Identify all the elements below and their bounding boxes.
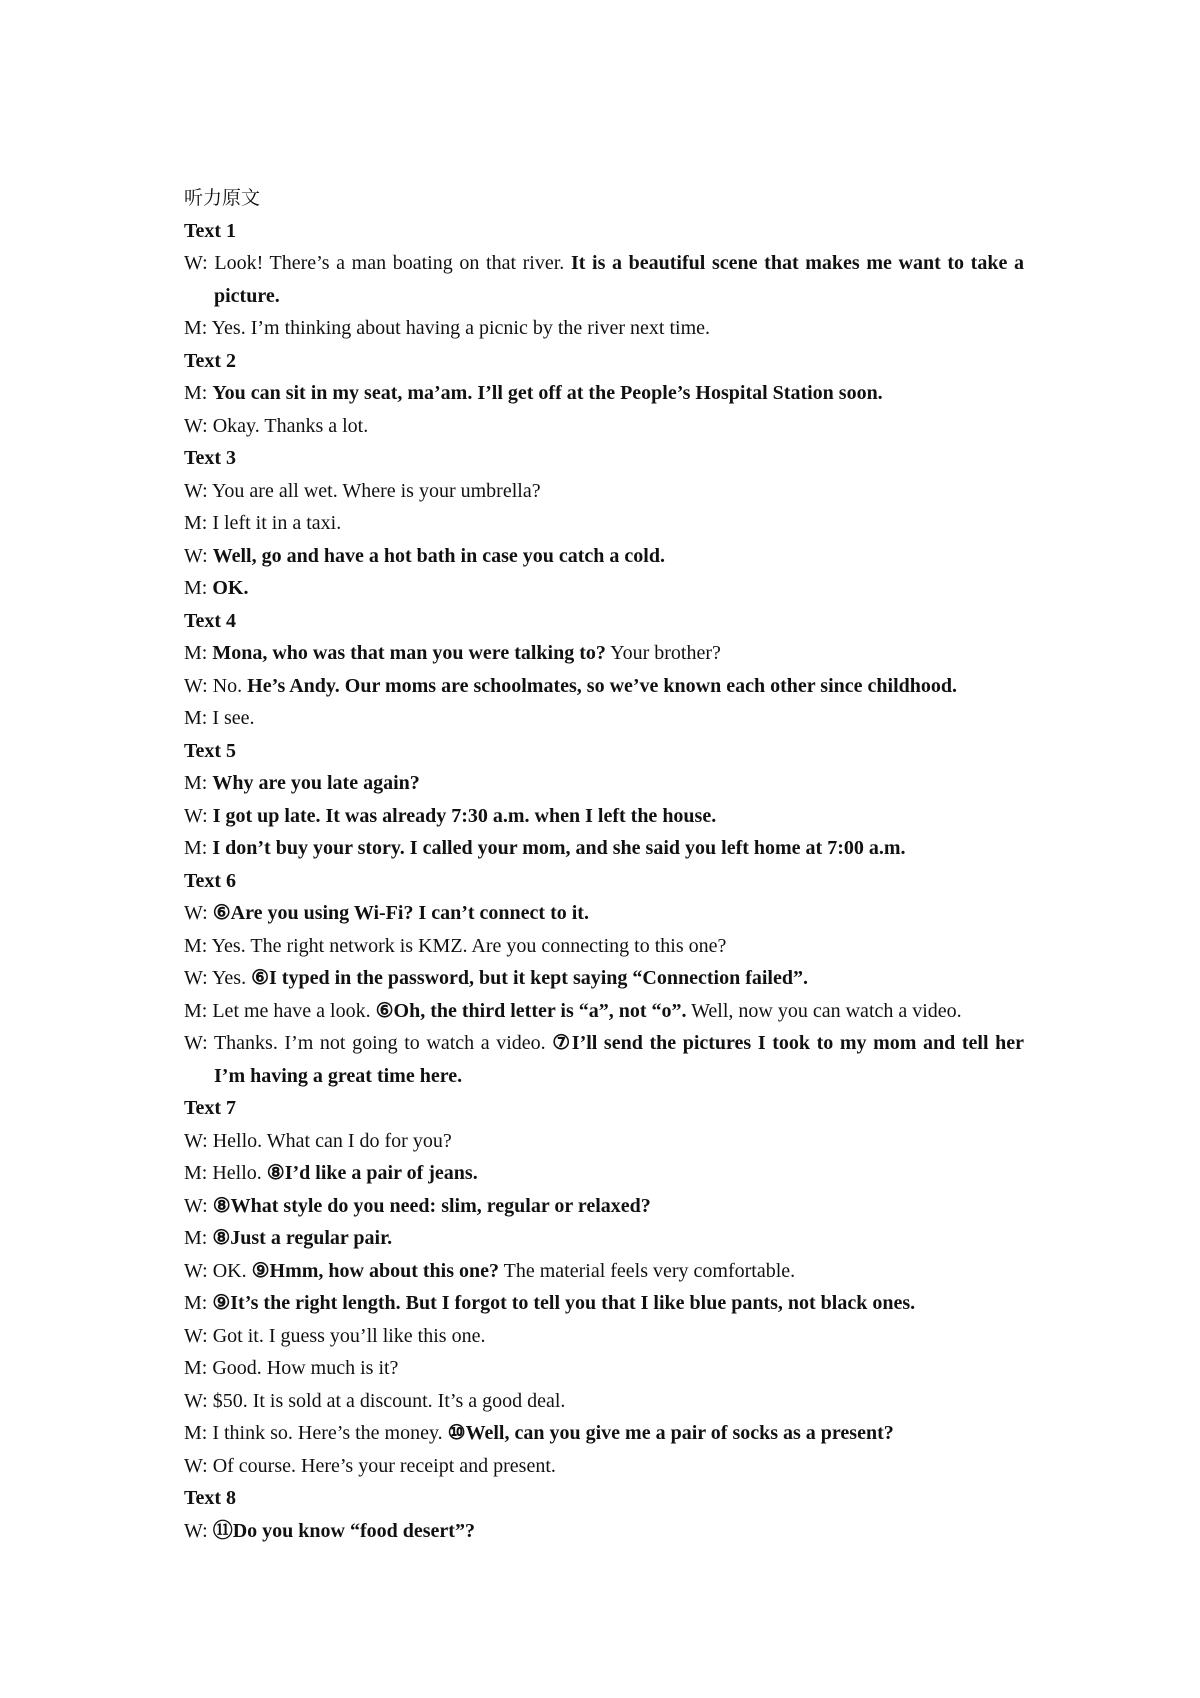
key-sentence: ⑪Do you know “food desert”? — [212, 1519, 475, 1542]
speaker-label: W: — [184, 1194, 208, 1217]
key-sentence: ⑧Just a regular pair. — [212, 1227, 393, 1249]
speaker-label: M: — [184, 707, 208, 729]
speaker-label: W: — [184, 252, 208, 274]
key-sentence: ⑧I’d like a pair of jeans. — [266, 1162, 478, 1184]
key-sentence: I got up late. It was already 7:30 a.m. when I left the house. — [212, 804, 717, 827]
dialogue-line — [184, 507, 1024, 540]
dialogue-line — [184, 1515, 1024, 1548]
dialogue-text: Yes. — [211, 967, 252, 989]
transcript-section — [184, 442, 1024, 605]
dialogue-text: Let me have a look. — [212, 999, 376, 1022]
dialogue-line — [184, 1157, 1024, 1190]
dialogue-text: I see. — [212, 707, 255, 729]
dialogue-line — [184, 930, 1024, 963]
dialogue-line — [184, 702, 1024, 735]
dialogue-line — [184, 1385, 1024, 1418]
dialogue-text: Your brother? — [605, 642, 721, 664]
dialogue-text: I think so. Here’s the money. — [212, 1422, 448, 1444]
speaker-label: W: — [184, 902, 208, 924]
key-sentence: Mona, who was that man you were talking to? — [212, 642, 606, 664]
section-heading: Text 6 — [184, 869, 237, 892]
dialogue-line — [184, 312, 1024, 345]
dialogue-line — [184, 247, 1024, 312]
speaker-label: M: — [184, 1292, 208, 1314]
dialogue-text: Of course. Here’s your receipt and present. — [212, 1454, 556, 1477]
speaker-label: W: — [184, 967, 208, 989]
dialogue-text: No. — [212, 674, 248, 697]
key-sentence: Why are you late again? — [212, 772, 420, 794]
dialogue-text: Well, now you can watch a video. — [686, 999, 962, 1022]
dialogue-line — [184, 800, 1024, 833]
dialogue-line — [184, 1190, 1024, 1223]
transcript-section — [184, 605, 1024, 735]
speaker-label: W: — [184, 1519, 208, 1542]
transcript-section — [184, 865, 1024, 1093]
key-sentence: ⑨It’s the right length. But I forgot to tell you that I like blue pants, not black ones. — [212, 1292, 916, 1314]
speaker-label: M: — [184, 934, 208, 957]
dialogue-text: You are all wet. Where is your umbrella? — [211, 479, 541, 502]
speaker-label: W: — [184, 1259, 208, 1282]
dialogue-text: Got it. I guess you’ll like this one. — [212, 1324, 486, 1347]
speaker-label: W: — [184, 544, 208, 567]
speaker-label: M: — [184, 317, 208, 339]
transcript-section — [184, 1482, 1024, 1547]
dialogue-line — [184, 1450, 1024, 1483]
speaker-label: W: — [184, 1129, 208, 1152]
section-heading: Text 7 — [184, 1097, 237, 1119]
dialogue-line — [184, 962, 1024, 995]
speaker-label: M: — [184, 1162, 208, 1184]
dialogue-text: Yes. I’m thinking about having a picnic by the river next time. — [211, 317, 711, 339]
dialogue-line — [184, 540, 1024, 573]
speaker-label: W: — [184, 1324, 208, 1347]
speaker-label: M: — [184, 999, 208, 1022]
section-heading: Text 1 — [184, 219, 237, 242]
dialogue-line — [184, 1417, 1024, 1450]
key-sentence: ⑧What style do you need: slim, regular or relaxed? — [212, 1194, 651, 1217]
dialogue-line — [184, 1352, 1024, 1385]
dialogue-line — [184, 1320, 1024, 1353]
speaker-label: M: — [184, 837, 208, 859]
speaker-label: W: — [184, 674, 208, 697]
key-sentence: ⑨Hmm, how about this one? — [251, 1259, 499, 1282]
dialogue-line — [184, 767, 1024, 800]
speaker-label: W: — [184, 414, 208, 437]
transcript-section — [184, 1092, 1024, 1482]
speaker-label: M: — [184, 772, 208, 794]
key-sentence: OK. — [212, 577, 249, 599]
dialogue-line — [184, 1125, 1024, 1158]
key-sentence: He’s Andy. Our moms are schoolmates, so we’ve known each other since childhood. — [247, 674, 957, 697]
key-sentence: ⑥Are you using Wi-Fi? I can’t connect to it. — [212, 902, 589, 924]
transcript-section — [184, 345, 1024, 443]
speaker-label: W: — [184, 1389, 208, 1412]
speaker-label: M: — [184, 382, 208, 404]
dialogue-line — [184, 670, 1024, 703]
dialogue-text: The material feels very comfortable. — [499, 1259, 796, 1282]
speaker-label: M: — [184, 577, 208, 599]
dialogue-line — [184, 832, 1024, 865]
dialogue-text: Yes. The right network is KMZ. Are you connecting to this one? — [211, 934, 727, 957]
dialogue-line — [184, 1255, 1024, 1288]
speaker-label: M: — [184, 1227, 208, 1249]
speaker-label: M: — [184, 512, 208, 534]
dialogue-text: Okay. Thanks a lot. — [212, 414, 369, 437]
page-title: 听力原文 — [184, 187, 261, 209]
key-sentence: ⑦I’ll send the pictures I took to my mom and tell her I’m having a great time here. — [214, 1032, 1024, 1087]
dialogue-text: Good. How much is it? — [212, 1357, 399, 1379]
key-sentence: I don’t buy your story. I called your mom, and she said you left home at 7:00 a.m. — [212, 837, 906, 859]
dialogue-line — [184, 572, 1024, 605]
speaker-label: M: — [184, 642, 208, 664]
dialogue-line — [184, 1027, 1024, 1092]
dialogue-text: Hello. What can I do for you? — [212, 1129, 452, 1152]
transcript-list — [184, 215, 1024, 1548]
section-heading: Text 2 — [184, 349, 237, 372]
dialogue-line — [184, 1287, 1024, 1320]
document-body — [184, 182, 1024, 1547]
speaker-label: M: — [184, 1422, 208, 1444]
dialogue-line — [184, 897, 1024, 930]
transcript-section — [184, 215, 1024, 345]
dialogue-line — [184, 1222, 1024, 1255]
section-heading: Text 5 — [184, 739, 237, 762]
key-sentence: You can sit in my seat, ma’am. I’ll get off at the People’s Hospital Station soon. — [212, 382, 883, 404]
speaker-label: W: — [184, 479, 208, 502]
dialogue-line — [184, 995, 1024, 1028]
section-heading: Text 8 — [184, 1487, 237, 1509]
dialogue-line — [184, 410, 1024, 443]
speaker-label: W: — [184, 804, 208, 827]
dialogue-text: OK. — [212, 1259, 252, 1282]
key-sentence: Well, go and have a hot bath in case you catch a cold. — [212, 544, 665, 567]
dialogue-text: Hello. — [212, 1162, 267, 1184]
speaker-label: W: — [184, 1032, 208, 1054]
speaker-label: M: — [184, 1357, 208, 1379]
transcript-section — [184, 735, 1024, 865]
speaker-label: W: — [184, 1454, 208, 1477]
dialogue-text: $50. It is sold at a discount. It’s a good deal. — [212, 1389, 566, 1412]
section-heading: Text 4 — [184, 609, 237, 632]
key-sentence: ⑥Oh, the third letter is “a”, not “o”. — [375, 999, 687, 1022]
section-heading: Text 3 — [184, 447, 237, 469]
dialogue-text: I left it in a taxi. — [212, 512, 342, 534]
dialogue-text: Look! There’s a man boating on that river. — [214, 252, 571, 274]
dialogue-text: Thanks. I’m not going to watch a video. — [213, 1032, 553, 1054]
key-sentence: It is a beautiful scene that makes me want to take a picture. — [214, 252, 1024, 307]
dialogue-line — [184, 637, 1024, 670]
dialogue-line — [184, 377, 1024, 410]
dialogue-line — [184, 475, 1024, 508]
key-sentence: ⑥I typed in the password, but it kept saying “Connection failed”. — [251, 967, 808, 989]
key-sentence: ⑩Well, can you give me a pair of socks as a present? — [447, 1422, 894, 1444]
